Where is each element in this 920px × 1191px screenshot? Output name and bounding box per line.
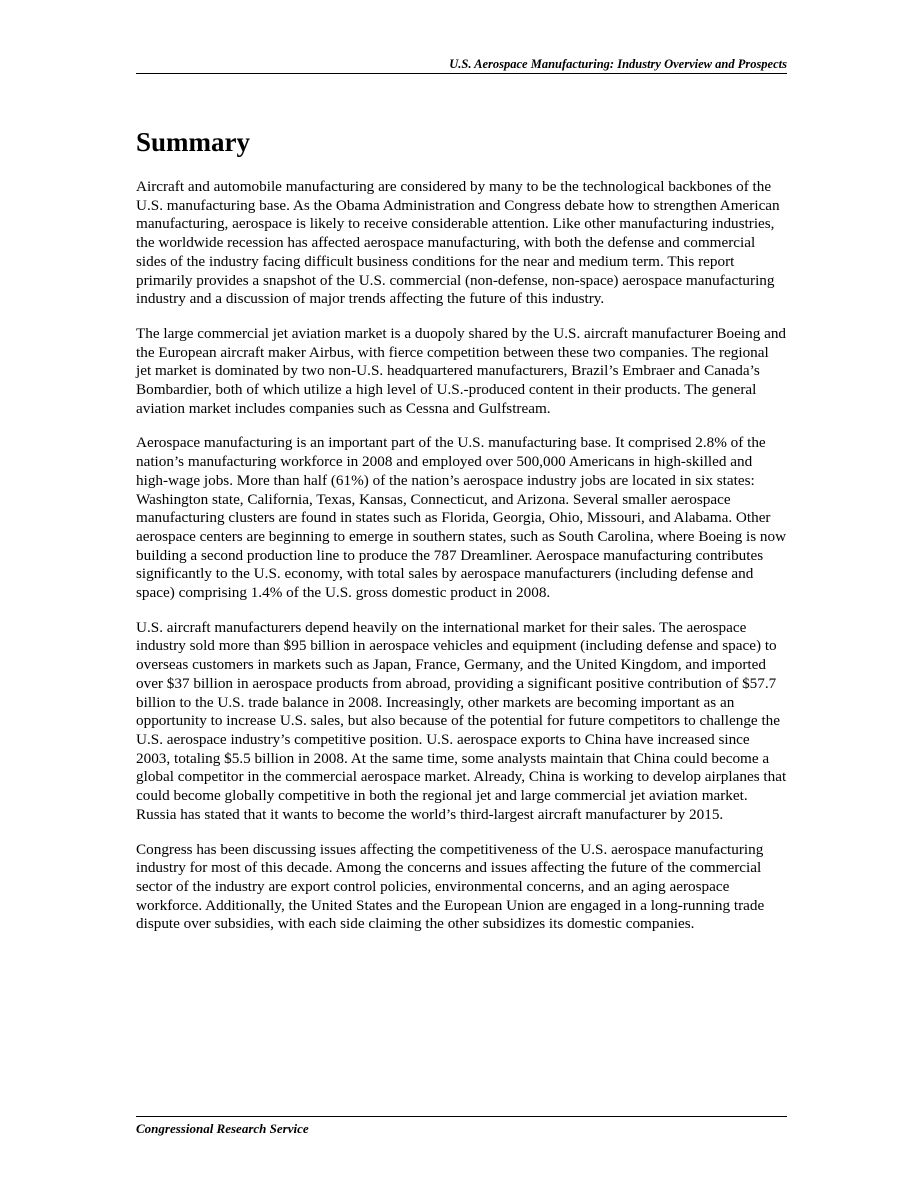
page-title: Summary xyxy=(136,127,250,157)
footer-divider xyxy=(136,1116,787,1117)
running-footer-source: Congressional Research Service xyxy=(136,1121,309,1136)
summary-body xyxy=(136,178,787,950)
paragraph-1: Aircraft and automobile manufacturing are considered by many to be the technological backbones of the U.S. manufacturing base. As the Obama Administration and Congress debate how to strengthen American manufacturing, aerospace is likely to receive considerable attention. Like other manufacturing industries, the worldwide recession has affected aerospace manufacturing, with both the defense and commercial sides of the industry facing difficult business conditions for the near and medium term. This report primarily provides a snapshot of the U.S. commercial (non-defense, non-space) aerospace manufacturing industry and a discussion of major trends affecting the future of this industry. xyxy=(136,178,780,308)
paragraph-4: U.S. aircraft manufacturers depend heavily on the international market for their sales. The aerospace industry sold more than $95 billion in aerospace vehicles and equipment (including defense and space) to overseas customers in markets such as Japan, France, Germany, and the United Kingdom, and imported over $37 billion in aerospace products from abroad, providing a significant positive contribution of $57.7 billion to the U.S. trade balance in 2008. Increasingly, other markets are becoming important as an opportunity to increase U.S. sales, but also because of the potential for future competitors to challenge the U.S. aerospace industry’s competitive position. U.S. aerospace exports to China have increased since 2003, totaling $5.5 billion in 2008. At the same time, some analysts maintain that China could become a global competitor in the commercial aerospace market. Already, China is working to develop airplanes that could become globally competitive in both the regional jet and large commercial jet aviation market. Russia has stated that it wants to become the world’s third-largest aircraft manufacturer by 2015. xyxy=(136,618,787,823)
header-divider xyxy=(136,73,787,74)
running-header-title: U.S. Aerospace Manufacturing: Industry Overview and Prospects xyxy=(449,57,787,71)
paragraph-2: The large commercial jet aviation market is a duopoly shared by the U.S. aircraft manufacturer Boeing and the European aircraft maker Airbus, with fierce competition between these two companies. The regional jet market is dominated by two non-U.S. headquartered manufacturers, Brazil’s Embraer and Canada’s Bombardier, both of which utilize a high level of U.S.-produced content in their products. The general aviation market includes companies such as Cessna and Gulfstream. xyxy=(136,324,787,417)
paragraph-3: Aerospace manufacturing is an important part of the U.S. manufacturing base. It comprised 2.8% of the nation’s manufacturing workforce in 2008 and employed over 500,000 Americans in high-skilled and high-wage jobs. More than half (61%) of the nation’s aerospace industry jobs are located in six states: Washington state, California, Texas, Kansas, Connecticut, and Arizona. Several smaller aerospace manufacturing clusters are found in states such as Florida, Georgia, Ohio, Missouri, and Alabama. Other aerospace centers are beginning to emerge in southern states, such as South Carolina, where Boeing is now building a second production line to produce the 787 Dreamliner. Aerospace manufacturing contributes significantly to the U.S. economy, with total sales by aerospace manufacturers (including defense and space) comprising 1.4% of the U.S. gross domestic product in 2008. xyxy=(136,434,787,602)
paragraph-5: Congress has been discussing issues affecting the competitiveness of the U.S. aerospace manufacturing industry for most of this decade. Among the concerns and issues affecting the future of the commercial sector of the industry are export control policies, environmental concerns, and an aging aerospace workforce. Additionally, the United States and the European Union are engaged in a long-running trade dispute over subsidies, with each side claiming the other subsidizes its domestic companies. xyxy=(136,840,765,933)
